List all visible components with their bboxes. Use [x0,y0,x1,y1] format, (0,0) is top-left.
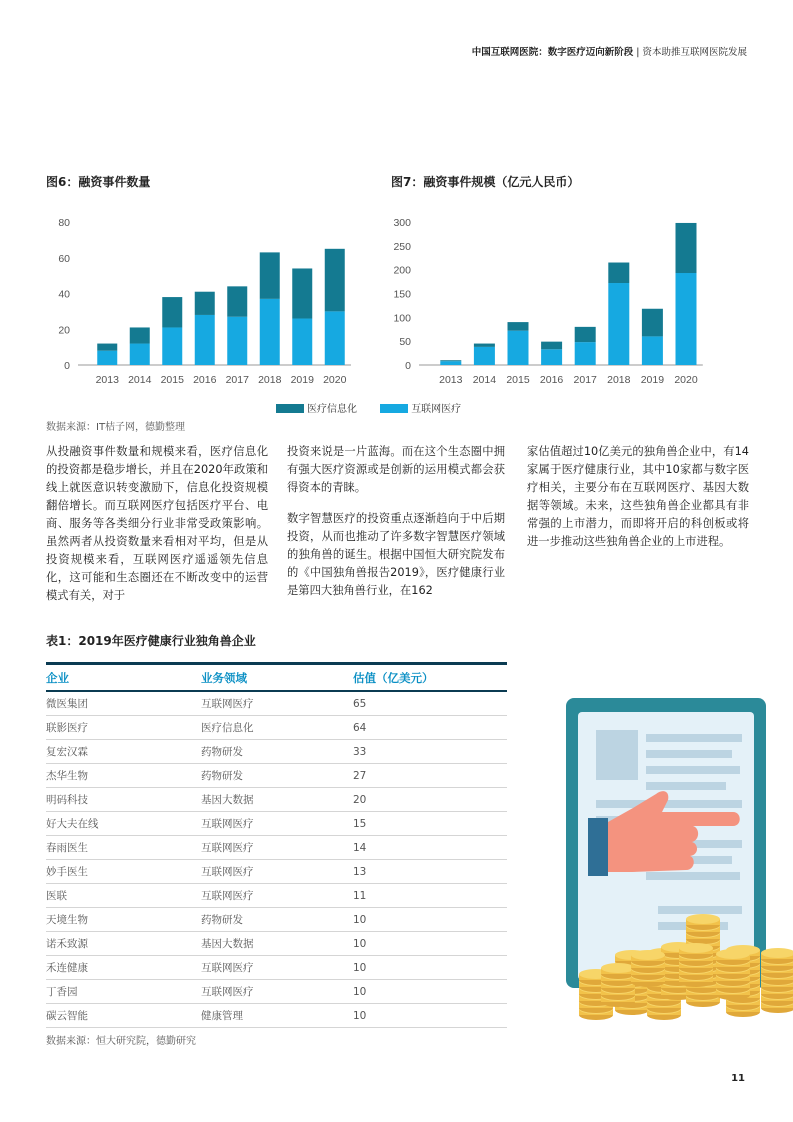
table-header-company: 企业 [46,664,201,692]
bar-internet-2017 [227,317,247,365]
bar-info-2013 [97,344,117,351]
body-paragraph: 从投融资事件数量和规模来看，医疗信息化的投资都是稳步增长，并且在2020年政策和线上就医意识转变激励下，信息化投资规模翻倍增长。而互联网医疗包括医疗平台、电商、服务等各类细分行业非常受政策影响。虽然两者从投资数量来看相对平均，但是从投资规模来看，互联网医疗遥遥领先信息化，这可能和生态圈还在不断改变中的运营模式有关，对于 [46,445,268,602]
table-row [46,1004,507,1028]
legend-label-internet: 互联网医疗 [411,404,462,415]
bar-info-2020 [676,223,697,273]
body-column-2 [287,443,505,613]
y-tick-label: 80 [58,217,70,229]
bar-internet-2020 [325,311,345,365]
table-cell-field: 药物研发 [201,764,353,788]
table-cell-valuation: 11 [353,884,507,908]
table-cell-company: 禾连健康 [46,956,201,980]
table-cell-valuation: 64 [353,716,507,740]
bar-internet-2016 [541,349,562,365]
table-row [46,740,507,764]
x-tick-label: 2017 [573,374,597,386]
table-cell-field: 健康管理 [201,1004,353,1028]
table-cell-company: 杰华生物 [46,764,201,788]
table-cell-field: 药物研发 [201,740,353,764]
table-row [46,691,507,716]
y-tick-label: 20 [58,324,70,337]
coin-stack-icon [679,943,713,987]
table-cell-company: 丁香园 [46,980,201,1004]
table-row [46,836,507,860]
bar-info-2014 [130,327,150,343]
legend-swatch-info [276,404,304,413]
x-tick-label: 2019 [290,374,314,386]
table-cell-company: 联影医疗 [46,716,201,740]
x-tick-label: 2016 [539,374,564,386]
figure7-chart [391,205,721,390]
table-row [46,860,507,884]
bar-info-2015 [508,322,529,331]
bar-info-2013 [440,360,461,361]
y-tick-label: 150 [393,288,411,301]
x-tick-label: 2017 [225,374,249,386]
y-tick-label: 0 [64,360,70,372]
x-tick-label: 2014 [472,374,497,386]
header-separator: | [636,47,640,58]
body-paragraph: 家估值超过10亿美元的独角兽企业中，有14家属于医疗健康行业，其中10家都与数字医疗相关，主要分布在互联网医疗、基因大数据等领域。未来，这些独角兽企业都具有非常强的上市潜力，而即将开启的科创板或将进一步推动这些独角兽企业的上市进程。 [527,445,749,548]
x-tick-label: 2019 [640,374,665,386]
x-tick-label: 2020 [323,374,347,386]
y-tick-label: 0 [405,360,411,372]
y-tick-label: 300 [393,217,411,229]
table-row [46,764,507,788]
table-source: 数据来源：恒大研究院，德勤研究 [46,1036,196,1047]
y-tick-label: 50 [399,336,411,349]
bar-internet-2013 [97,351,117,365]
coin-stack-icon [631,950,665,987]
page-header [472,44,747,58]
legend-item-info [276,400,357,415]
body-paragraph: 投资来说是一片蓝海。而在这个生态圈中拥有强大医疗资源或是创新的运用模式都会获得资本的青睐。 [287,445,505,494]
bar-internet-2019 [292,319,312,365]
table-cell-company: 碳云智能 [46,1004,201,1028]
y-tick-label: 40 [58,288,70,301]
bar-internet-2016 [195,315,215,365]
table-cell-company: 好大夫在线 [46,812,201,836]
bar-info-2018 [608,263,629,283]
bar-info-2016 [195,292,215,315]
x-tick-label: 2020 [674,374,698,386]
bar-internet-2014 [474,347,495,365]
y-tick-label: 250 [393,240,411,253]
bar-internet-2013 [440,361,461,365]
bar-info-2016 [541,342,562,350]
table-cell-field: 基因大数据 [201,788,353,812]
table-row [46,908,507,932]
table-cell-valuation: 10 [353,980,507,1004]
x-tick-label: 2015 [160,374,184,386]
table-cell-valuation: 20 [353,788,507,812]
table-cell-field: 互联网医疗 [201,836,353,860]
table-header-row [46,664,507,692]
bar-internet-2019 [642,336,663,365]
table-cell-valuation: 10 [353,956,507,980]
table-row [46,884,507,908]
bar-info-2020 [325,249,345,312]
x-tick-label: 2015 [506,374,530,386]
x-tick-label: 2018 [258,374,282,386]
table-cell-valuation: 15 [353,812,507,836]
x-tick-label: 2013 [95,374,119,386]
table-row [46,980,507,1004]
bar-internet-2020 [676,273,697,365]
legend-swatch-internet [380,404,408,413]
table-cell-field: 医疗信息化 [201,716,353,740]
table-cell-company: 春雨医生 [46,836,201,860]
table-cell-field: 基因大数据 [201,932,353,956]
body-column-3 [527,443,749,564]
y-tick-label: 60 [58,252,70,265]
bar-info-2017 [227,286,247,316]
bar-info-2015 [162,297,182,327]
x-tick-label: 2016 [193,374,217,386]
bar-info-2019 [292,268,312,318]
bar-internet-2017 [575,342,596,365]
table-cell-valuation: 10 [353,1004,507,1028]
table-cell-field: 药物研发 [201,908,353,932]
figure6-title: 图6：融资事件数量 [46,175,151,189]
table-row [46,956,507,980]
x-tick-label: 2013 [439,374,463,386]
bar-info-2014 [474,344,495,347]
table-title: 表1：2019年医疗健康行业独角兽企业 [46,634,256,648]
bar-info-2019 [642,309,663,337]
table-cell-valuation: 27 [353,764,507,788]
bar-info-2017 [575,327,596,342]
header-subtitle: 资本助推互联网医院发展 [642,47,747,58]
chart-source: 数据来源：IT桔子网，德勤整理 [46,422,186,433]
table-cell-field: 互联网医疗 [201,956,353,980]
table-cell-field: 互联网医疗 [201,812,353,836]
legend-item-internet [380,400,461,415]
table-cell-valuation: 10 [353,908,507,932]
table-cell-field: 互联网医疗 [201,860,353,884]
figure6-chart [46,205,366,390]
bar-info-2018 [260,252,280,298]
body-column-1 [46,443,268,618]
table-cell-company: 复宏汉霖 [46,740,201,764]
coin-stack-icon [716,949,750,1000]
table-cell-field: 互联网医疗 [201,884,353,908]
unicorn-table [46,662,507,1028]
table-cell-company: 明码科技 [46,788,201,812]
table-row [46,716,507,740]
table-cell-company: 妙手医生 [46,860,201,884]
clipboard-coins-illustration [528,690,793,1040]
table-cell-company: 医联 [46,884,201,908]
table-row [46,812,507,836]
table-row [46,788,507,812]
coin-stack-icon [601,963,635,1007]
legend-label-info: 医疗信息化 [307,404,357,415]
table-cell-field: 互联网医疗 [201,691,353,716]
table-cell-valuation: 10 [353,932,507,956]
bar-internet-2015 [162,327,182,365]
coin-stack-icon [761,948,793,1013]
x-tick-label: 2018 [607,374,631,386]
x-tick-label: 2014 [128,374,152,386]
chart-legend [276,400,481,415]
header-title: 中国互联网医院：数字医疗迈向新阶段 [471,47,634,58]
table-header-field: 业务领域 [201,664,353,692]
table-cell-valuation: 13 [353,860,507,884]
table-header-valuation: 估值（亿美元） [353,664,507,692]
y-tick-label: 200 [393,264,411,277]
table-cell-company: 微医集团 [46,691,201,716]
table-cell-valuation: 14 [353,836,507,860]
table-cell-company: 天境生物 [46,908,201,932]
y-tick-label: 100 [393,312,411,325]
body-paragraph: 数字智慧医疗的投资重点逐渐趋向于中后期投资，从而也推动了许多数字智慧医疗领域的独角兽的诞生。根据中国恒大研究院发布的《中国独角兽报告2019》，医疗健康行业是第四大独角兽行业，在162 [287,512,505,597]
table-cell-valuation: 33 [353,740,507,764]
table-cell-company: 诺禾致源 [46,932,201,956]
figure7-title: 图7：融资事件规模（亿元人民币） [391,175,580,189]
table-cell-valuation: 65 [353,691,507,716]
table-row [46,932,507,956]
bar-internet-2018 [260,299,280,365]
bar-internet-2015 [508,331,529,365]
bar-internet-2014 [130,344,150,365]
table-cell-field: 互联网医疗 [201,980,353,1004]
page-number: 11 [731,1073,745,1084]
bar-internet-2018 [608,283,629,365]
